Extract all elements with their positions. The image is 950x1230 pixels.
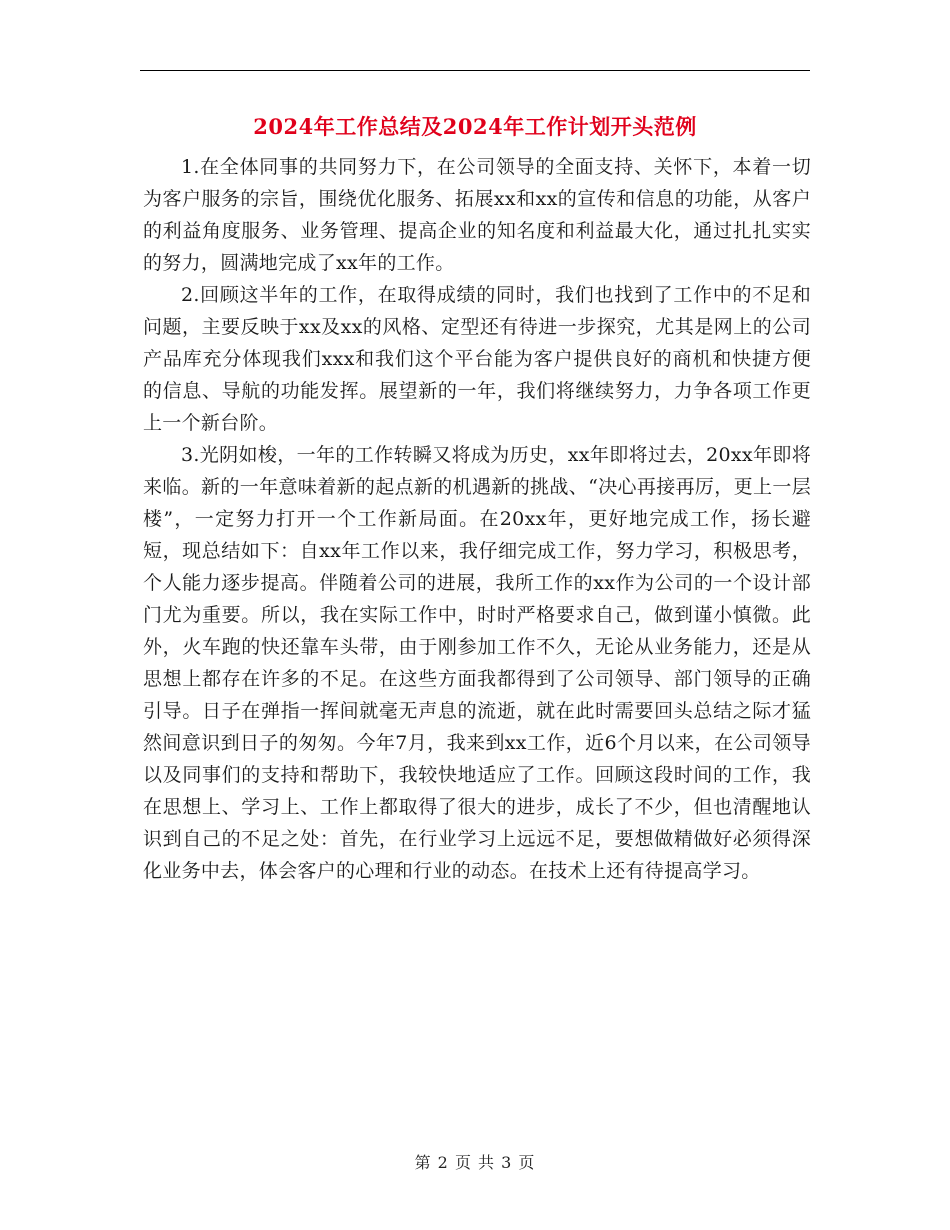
paragraph-3: 3.光阴如梭，一年的工作转瞬又将成为历史，xx年即将过去，20xx年即将来临。新的一年意味着新的起点新的机遇新的挑战、“决心再接再厉，更上一层楼”，一定努力打开一个工作新局面。在20xx年，更好地完成工作，扬长避短，现总结如下：自xx年工作以来，我仔细完成工作，努力学习，积极思考，个人能力逐步提高。伴随着公司的进展，我所工作的xx作为公司的一个设计部门尤为重要。所以，我在实际工作中，时时严格要求自己，做到谨小慎微。此外，火车跑的快还靠车头带，由于刚参加工作不久，无论从业务能力，还是从思想上都存在许多的不足。在这些方面我都得到了公司领导、部门领导的正确引导。日子在弹指一挥间就毫无声息的流逝，就在此时需要回头总结之际才猛然间意识到日子的匆匆。今年7月，我来到xx工作，近6个月以来，在公司领导以及同事们的支持和帮助下，我较快地适应了工作。回顾这段时间的工作，我在思想上、学习上、工作上都取得了很大的进步，成长了不少，但也清醒地认识到自己的不足之处：首先，在行业学习上远远不足，要想做精做好必须得深化业务中去，体会客户的心理和行业的动态。在技术上还有待提高学习。 [143,444,811,882]
header-rule [140,70,810,71]
page-number: 第 2 页 共 3 页 [414,1153,536,1172]
paragraph-2: 2.回顾这半年的工作，在取得成绩的同时，我们也找到了工作中的不足和问题，主要反映于xx及xx的风格、定型还有待进一步探究，尤其是网上的公司产品库充分体现我们xxx和我们这个平台能为客户提供良好的商机和快捷方便的信息、导航的功能发挥。展望新的一年，我们将继续努力，力争各项工作更上一个新台阶。 [143,284,811,434]
document-body [143,151,811,887]
document-title: 2024年工作总结及2024年工作计划开头范例 [253,114,697,139]
paragraph-1: 1.在全体同事的共同努力下，在公司领导的全面支持、关怀下，本着一切为客户服务的宗旨，围绕优化服务、拓展xx和xx的宣传和信息的功能，从客户的利益角度服务、业务管理、提高企业的知名度和利益最大化，通过扎扎实实的努力，圆满地完成了xx年的工作。 [143,156,811,274]
